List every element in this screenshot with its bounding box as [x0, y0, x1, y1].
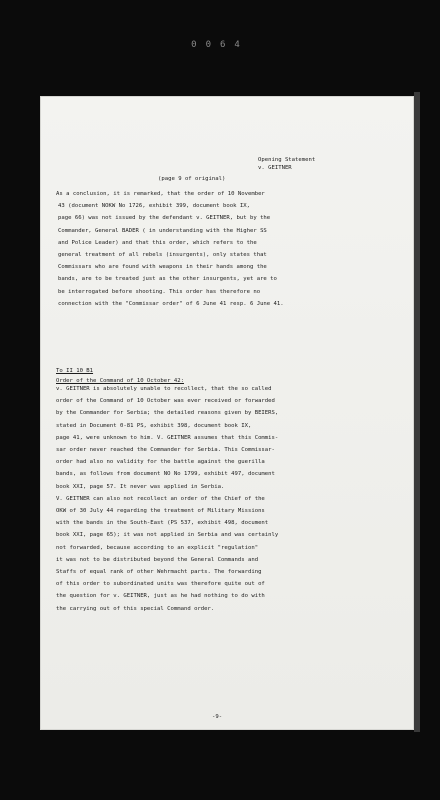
text-line: book XXI, page 57. It never was applied in Serbia. [56, 483, 225, 490]
text-line: not forwarded, because according to an explicit "regulation" [56, 544, 259, 551]
text-line: v. GEITNER is absolutely unable to recollect, that the so called [56, 386, 272, 392]
text-line: page 41, were unknown to him. V. GEITNER assumes that this Commis- [56, 434, 279, 441]
text-line: 43 (document NOKW No 1726, exhibit 399, document book IX, [58, 203, 250, 210]
text-line: bands, as follows from document NO No 1799, exhibit 497, document [56, 471, 275, 478]
text-line: by the Commander for Serbia; the detailed reasons given by BEIERS, [56, 410, 279, 417]
paragraph-conclusion [56, 188, 402, 310]
film-edge-strip [414, 92, 420, 732]
section-subtitle: Order of the Command of 10 October 42: [56, 378, 184, 384]
header-line-1: Opening Statement [258, 157, 316, 163]
original-page-marker: (page 9 of original) [158, 176, 226, 182]
document-header [258, 156, 315, 172]
text-line: general treatment of all rebels (insurgents), only states that [58, 252, 267, 259]
text-line: the carrying out of this special Command order. [56, 605, 215, 612]
text-line: the question for v. GEITNER, just as he had nothing to do with [56, 593, 265, 600]
text-line: with the bands in the South-East (PS 537, exhibit 498, document [56, 520, 269, 527]
text-line: V. GEITNER can also not recollect an order of the Chief of the [56, 495, 265, 502]
text-line: it was not to be distributed beyond the General Commands and [56, 556, 259, 563]
text-line: As a conclusion, it is remarked, that the order of 10 November [56, 191, 265, 197]
text-line: order had also no validity for the battle against the guerilla [56, 459, 265, 466]
text-line: and Police Leader) and that this order, which refers to the [58, 239, 257, 246]
text-line: order of the Command of 10 October was ever received or forwarded [56, 398, 275, 405]
text-line: stated in Document 0-81 PS, exhibit 398, document book IX, [56, 422, 252, 429]
text-line: Staffs of equal rank of other Wehrmacht parts. The forwarding [56, 569, 262, 576]
header-line-2: v. GEITNER [258, 165, 292, 171]
document-page [40, 96, 414, 730]
page-number: -9- [212, 714, 223, 720]
text-line: OKW of 30 July 44 regarding the treatment of Military Missions [56, 508, 265, 515]
text-line: page 66) was not issued by the defendant v. GEITNER, but by the [58, 215, 271, 222]
text-line: book XXI, page 65); it was not applied in Serbia and was certainly [56, 532, 279, 539]
text-line: Commissars who are found with weapons in their hands among the [58, 264, 267, 271]
film-frame-number: 0064 [191, 40, 249, 50]
text-line: be interrogated before shooting. This order has therefore no [58, 288, 261, 295]
section-title: To II 10 B1 [56, 368, 94, 374]
paragraph-command-order [56, 383, 402, 615]
text-line: of this order to subordinated units was therefore quite out of [56, 581, 265, 588]
text-line: sar order never reached the Commander for Serbia. This Commissar- [56, 447, 275, 454]
text-line: bands, are to be treated just as the other insurgents, yet are to [58, 276, 277, 283]
text-line: connection with the "Commissar order" of 6 June 41 resp. 6 June 41. [58, 300, 284, 307]
text-line: Commander, General BADER ( in understanding with the Higher SS [58, 227, 267, 234]
